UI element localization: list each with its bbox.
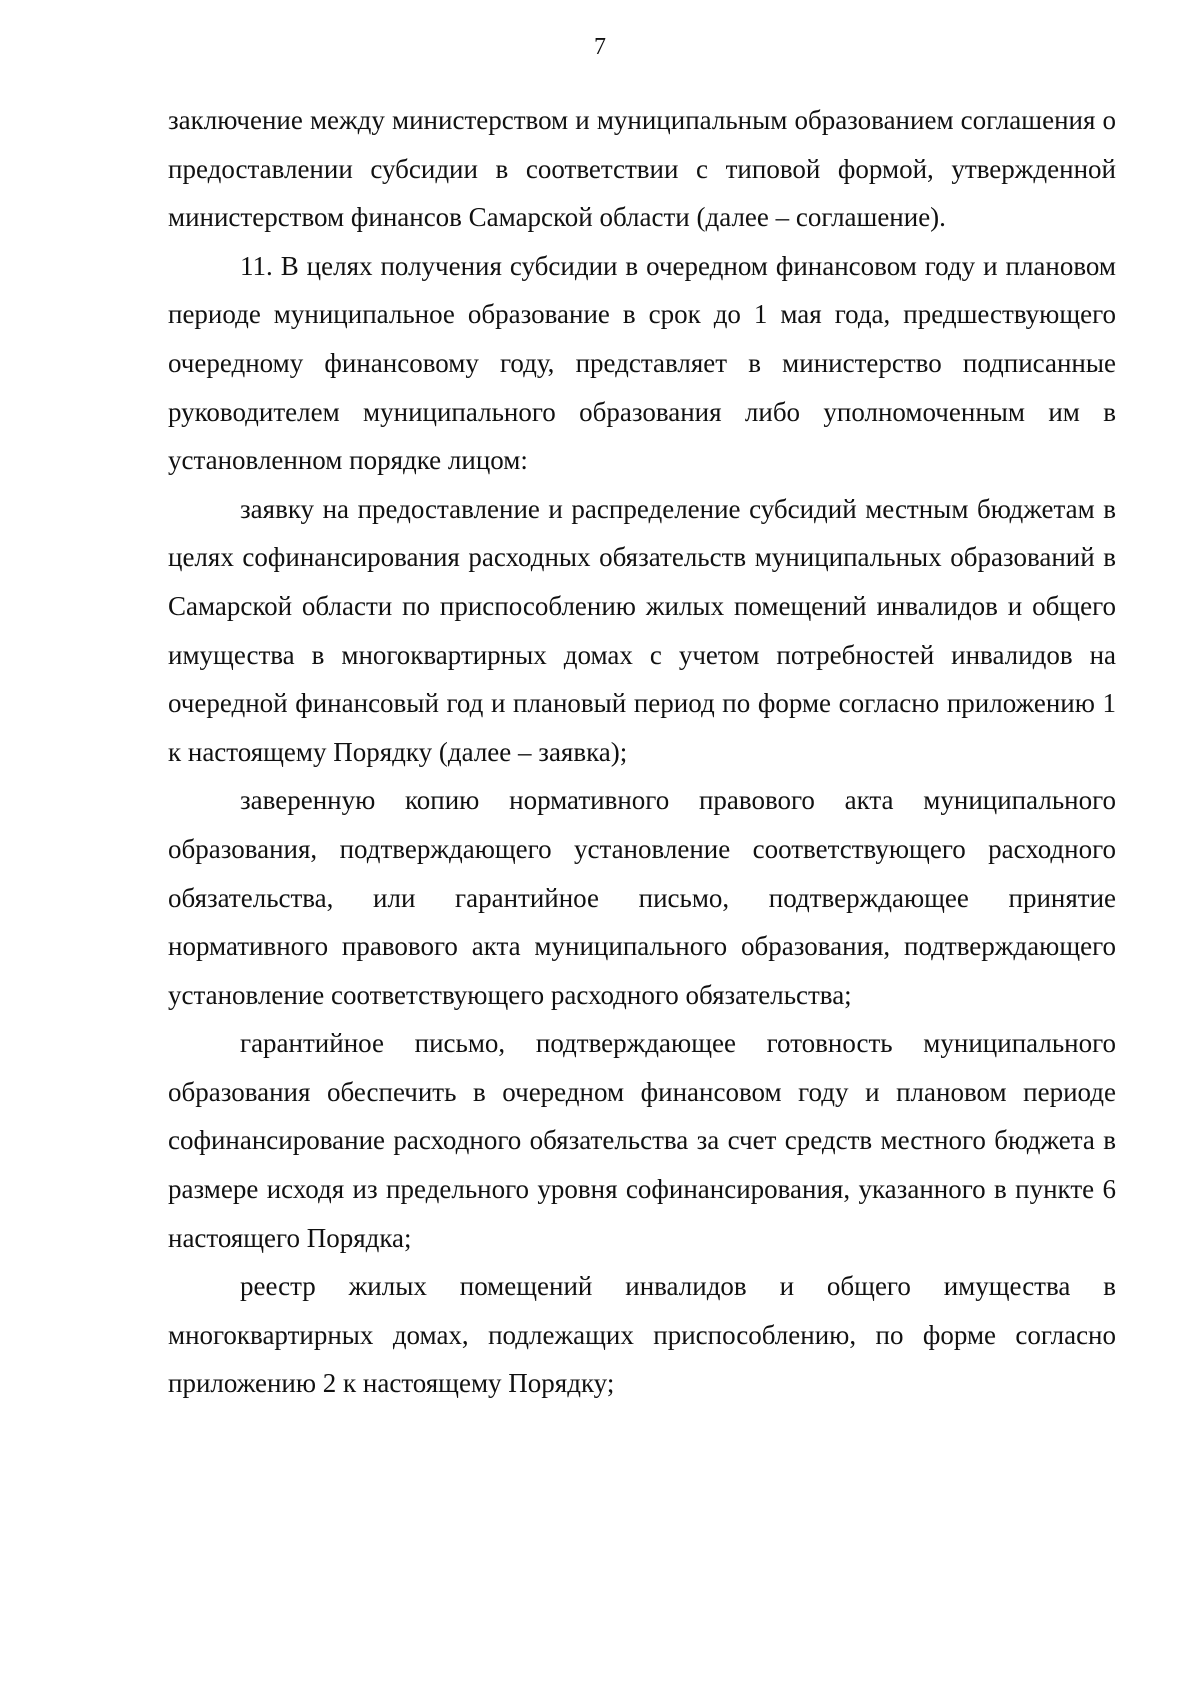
paragraph-continuation: заключение между министерством и муниципальным образованием соглашения о предоставлении субсидии в соответствии с типовой формой, утвержденной министерством финансов Самарской области (далее – соглашение). (168, 105, 1116, 233)
paragraph-register: реестр жилых помещений инвалидов и общего имущества в многоквартирных домах, подлежащих приспособлению, по форме согласно приложению 2 к настоящему Порядку; (168, 1271, 1116, 1399)
document-body (168, 96, 1116, 1408)
paragraph-application: заявку на предоставление и распределение субсидий местным бюджетам в целях софинансирования расходных обязательств муниципальных образований в Самарской области по приспособлению жилых помещений инвалидов и общего имущества в многоквартирных домах с учетом потребностей инвалидов на очередной финансовый год и плановый период по форме согласно приложению 1 к настоящему Порядку (далее – заявка); (168, 493, 1116, 767)
paragraph-item-11: 11. В целях получения субсидии в очередном финансовом году и плановом периоде муниципальное образование в срок до 1 мая года, предшествующего очередному финансовому году, представляет в министерство подписанные руководителем муниципального образования либо уполномоченным им в установленном порядке лицом: (168, 250, 1116, 476)
paragraph-guarantee-letter: гарантийное письмо, подтверждающее готовность муниципального образования обеспечить в очередном финансовом году и плановом периоде софинансирование расходного обязательства за счет средств местного бюджета в размере исходя из предельного уровня софинансирования, указанного в пункте 6 настоящего Порядка; (168, 1028, 1116, 1253)
paragraph-certified-copy: заверенную копию нормативного правового акта муниципального образования, подтверждающего установление соответствующего расходного обязательства, или гарантийное письмо, подтверждающее принятие нормативного правового акта муниципального образования, подтверждающего установление соответствующего расходного обязательства; (168, 785, 1116, 1010)
page-number: 7 (594, 34, 606, 60)
